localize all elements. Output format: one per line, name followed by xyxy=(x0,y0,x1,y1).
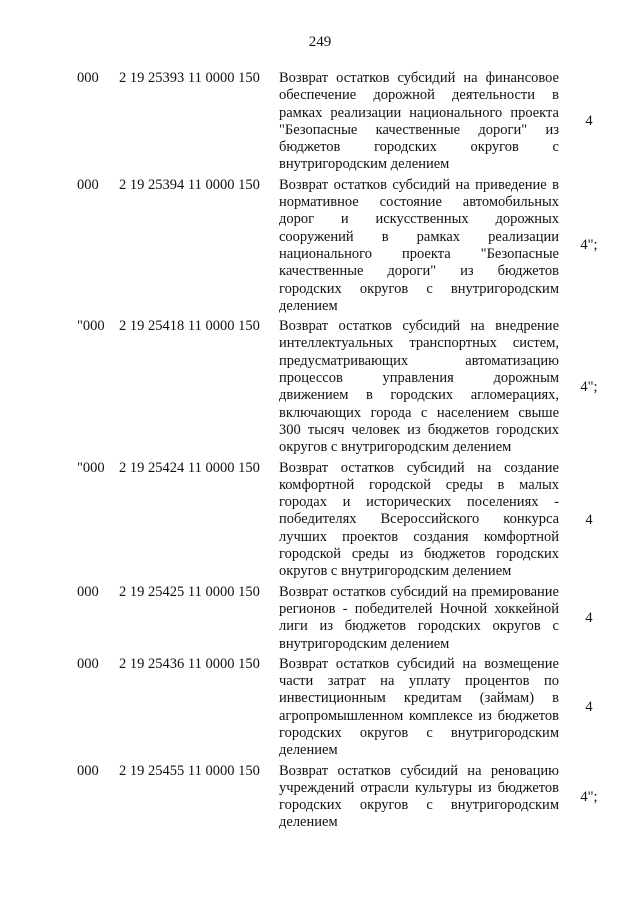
revenue-name: Возврат остатков субсидий на внедрение интеллектуальных транспортных систем, предусматривающих автоматизацию процессов управления дорожным движением в городских агломерациях, включающих города с населением свыше 300 тысяч человек из бюджетов городских округов с внутригородским делением xyxy=(279,318,559,456)
term-value: 4"; xyxy=(580,788,598,805)
budget-code-table xyxy=(0,70,640,835)
admin-code: 000 xyxy=(77,176,99,193)
term-value: 4 xyxy=(585,699,593,716)
budget-code: 2 19 25425 11 0000 150 xyxy=(119,583,260,600)
admin-code: 000 xyxy=(77,583,99,600)
term-value: 4 xyxy=(585,511,593,528)
admin-code: "000 xyxy=(77,459,105,476)
revenue-name: Возврат остатков субсидий на реновацию учреждений отрасли культуры из бюджетов городских округов с внутригородским делением xyxy=(279,762,559,831)
budget-code: 2 19 25394 11 0000 150 xyxy=(119,176,260,193)
budget-code: 2 19 25424 11 0000 150 xyxy=(119,459,260,476)
admin-code: 000 xyxy=(77,655,99,672)
table-row xyxy=(0,584,640,653)
page-number: 249 xyxy=(308,34,332,50)
table-row xyxy=(0,656,640,760)
term-value: 4"; xyxy=(580,237,598,254)
admin-code: 000 xyxy=(77,70,99,86)
revenue-name: Возврат остатков субсидий на приведение в нормативное состояние автомобильных дорог и искусственных дорожных сооружений в рамках реализации национального проекта "Безопасные качественные дороги" из бюджетов городских округов с внутригородским делением xyxy=(279,176,559,314)
admin-code: 000 xyxy=(77,762,99,779)
revenue-name: Возврат остатков субсидий на финансовое обеспечение дорожной деятельности в рамках реализации национального проекта "Безопасные качественные дороги" из бюджетов городских округов с внутригородским делением xyxy=(279,70,559,173)
budget-code: 2 19 25436 11 0000 150 xyxy=(119,655,260,672)
table-row xyxy=(0,70,640,174)
budget-code: 2 19 25393 11 0000 150 xyxy=(119,70,260,86)
term-value: 4"; xyxy=(580,378,598,395)
budget-code: 2 19 25455 11 0000 150 xyxy=(119,762,260,779)
table-row xyxy=(0,460,640,581)
revenue-name: Возврат остатков субсидий на создание комфортной городской среды в малых городах и исторических поселениях - победителях Всероссийского конкурса лучших проектов создания комфортной городской среды из бюджетов городских округов с внутригородским делением xyxy=(279,459,559,580)
budget-code: 2 19 25418 11 0000 150 xyxy=(119,318,260,335)
revenue-name: Возврат остатков субсидий на возмещение части затрат на уплату процентов по инвестиционным кредитам (займам) в агропромышленном комплексе из бюджетов городских округов с внутригородским делением xyxy=(279,655,559,759)
table-row xyxy=(0,177,640,315)
table-row xyxy=(0,318,640,456)
admin-code: "000 xyxy=(77,318,105,335)
table-row xyxy=(0,763,640,832)
term-value: 4 xyxy=(585,113,593,130)
revenue-name: Возврат остатков субсидий на премирование регионов - победителей Ночной хоккейной лиги из бюджетов городских округов с внутригородским делением xyxy=(279,583,559,652)
term-value: 4 xyxy=(585,609,593,626)
